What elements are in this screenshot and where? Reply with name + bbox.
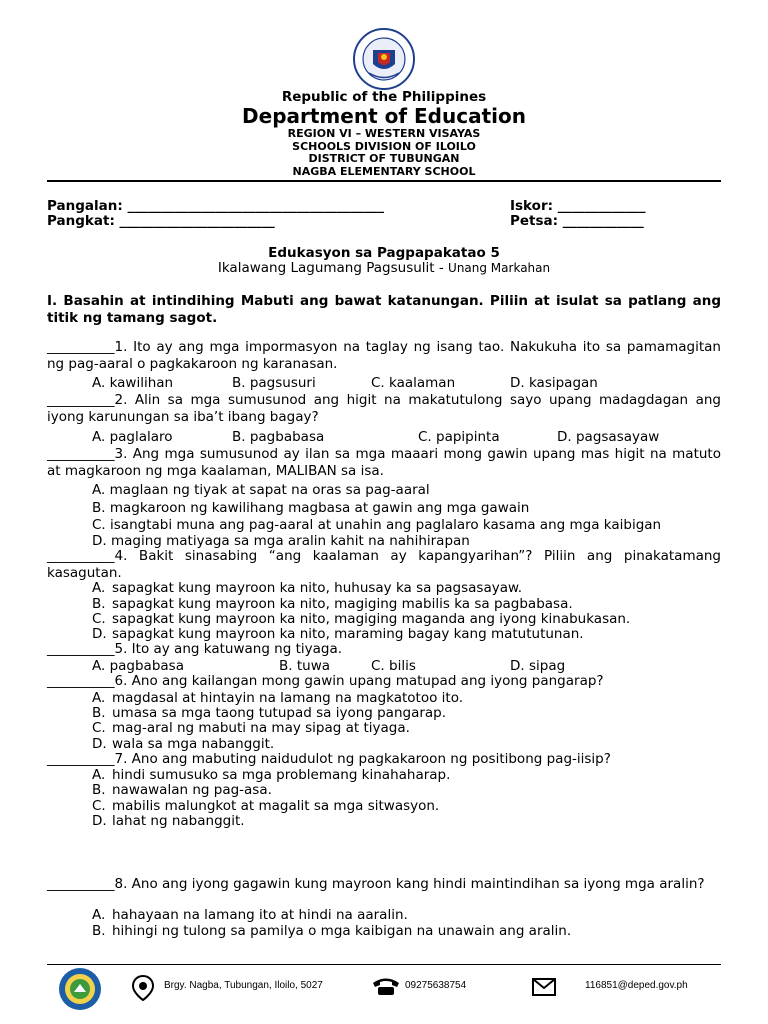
instruction-text: I. Basahin at intindihing Mabuti ang bawat katanungan. Piliin at isulat sa patlang ang titik ng tamang sagot. (47, 293, 721, 326)
q1-option-d: D. kasipagan (510, 375, 598, 391)
q6-option-c: C. mag-aral ng mabuti na may sipag at tiyaga. (92, 720, 410, 736)
q7-option-d: D. lahat ng nabanggit. (92, 813, 245, 829)
footer-email: 116851@deped.gov.ph (585, 980, 688, 991)
question-8: __________8. Ano ang iyong gagawin kung mayroon kang hindi maintindihan sa iyong mga aralin? (47, 876, 705, 892)
department-title: Department of Education (242, 104, 526, 128)
question-5: __________5. Ito ay ang katuwang ng tiyaga. (47, 641, 343, 657)
exam-name: Ikalawang Lagumang Pagsusulit - (217, 260, 449, 276)
q2-option-b: B. pagbabasa (232, 429, 325, 445)
republic-text: Republic of the Philippines (281, 89, 487, 105)
question-3: __________3. Ang mga sumusunod ay ilan sa mga maaari mong gawin upang mas higit na matuto at magkaroon ng mga kaalaman, MALIBAN sa isa. (47, 446, 721, 479)
question-1: __________1. Ito ay ang mga impormasyon na taglay ng isang tao. Nakukuha ito sa pamamagitan ng pag-aaral o pagkakaroon ng karanasan. (47, 339, 721, 372)
subject-title: Edukasyon sa Pagpapakatao 5 (268, 245, 500, 261)
footer-divider (47, 964, 721, 965)
school-logo (58, 967, 102, 1011)
region-text: REGION VI – WESTERN VISAYAS (287, 127, 481, 140)
question-2: __________2. Alin sa mga sumusunod ang higit na makatutulong sayo upang madagdagan ang iyong karunungan sa iba’t ibang bagay? (47, 392, 721, 425)
q5-option-d: D. sipag (510, 658, 566, 674)
q7-option-a: A. hindi sumusuko sa mga problemang kinahaharap. (92, 767, 451, 783)
q3-option-d: D. maging matiyaga sa mga aralin kahit na nahihirapan (92, 533, 470, 549)
q5-option-a: A. pagbabasa (92, 658, 184, 674)
mail-icon (532, 978, 556, 996)
q4-option-c: C. sapagkat kung mayroon ka nito, magiging maganda ang iyong kinabukasan. (92, 611, 631, 627)
district-text: DISTRICT OF TUBUNGAN (308, 152, 460, 165)
exam-title (0, 260, 768, 276)
q8-option-a: A. hahayaan na lamang ito at hindi na aaralin. (92, 907, 408, 923)
iskor-field[interactable]: Iskor: _____________ (510, 198, 646, 214)
q6-option-a: A. magdasal at hintayin na lamang na magkatotoo ito. (92, 690, 464, 706)
q6-option-b: B. umasa sa mga taong tutupad sa iyong pangarap. (92, 705, 447, 721)
school-text: NAGBA ELEMENTARY SCHOOL (292, 165, 476, 178)
question-6: __________6. Ano ang kailangan mong gawin upang matupad ang iyong pangarap? (47, 673, 604, 689)
q4-option-a: A. sapagkat kung mayroon ka nito, huhusay ka sa pagsasayaw. (92, 580, 523, 596)
q2-option-c: C. papipinta (418, 429, 500, 445)
question-4: __________4. Bakit sinasabing “ang kaalaman ay kapangyarihan”? Piliin ang pinakatamang kasagutan. (47, 548, 721, 581)
q3-option-c: C. isangtabi muna ang pag-aaral at unahin ang paglalaro kasama ang mga kaibigan (92, 517, 662, 533)
footer-phone: 09275638754 (405, 980, 467, 991)
q3-option-b: B. magkaroon ng kawilihang magbasa at gawin ang mga gawain (92, 500, 530, 516)
question-7: __________7. Ano ang mabuting naidudulot ng pagkakaroon ng positibong pag-iisip? (47, 751, 611, 767)
q8-option-b: B. hihingi ng tulong sa pamilya o mga kaibigan na unawain ang aralin. (92, 923, 572, 939)
header-divider (47, 180, 721, 182)
q1-option-a: A. kawilihan (92, 375, 174, 391)
location-pin-icon (132, 975, 154, 1001)
deped-seal (349, 28, 419, 90)
pangalan-field[interactable]: Pangalan: ______________________________________ (47, 198, 384, 214)
footer-address: Brgy. Nagba, Tubungan, Iloilo, 5027 (164, 980, 323, 991)
q1-option-b: B. pagsusuri (232, 375, 316, 391)
q5-option-b: B. tuwa (279, 658, 331, 674)
q4-option-d: D. sapagkat kung mayroon ka nito, maraming bagay kang matututunan. (92, 626, 584, 642)
pangkat-field[interactable]: Pangkat: _______________________ (47, 213, 275, 229)
q5-option-c: C. bilis (371, 658, 416, 674)
division-text: SCHOOLS DIVISION OF ILOILO (292, 140, 476, 153)
q2-option-d: D. pagsasayaw (557, 429, 660, 445)
phone-icon (372, 976, 400, 996)
q7-option-b: B. nawawalan ng pag-asa. (92, 782, 272, 798)
quarter-name: Unang Markahan (448, 261, 551, 275)
q2-option-a: A. paglalaro (92, 429, 173, 445)
q7-option-c: C. mabilis malungkot at magalit sa mga sitwasyon. (92, 798, 440, 814)
petsa-field[interactable]: Petsa: ____________ (510, 213, 644, 229)
q3-option-a: A. maglaan ng tiyak at sapat na oras sa pag-aaral (92, 482, 430, 498)
q6-option-d: D. wala sa mga nabanggit. (92, 736, 275, 752)
q1-option-c: C. kaalaman (371, 375, 456, 391)
q4-option-b: B. sapagkat kung mayroon ka nito, magiging mabilis ka sa pagbabasa. (92, 596, 573, 612)
